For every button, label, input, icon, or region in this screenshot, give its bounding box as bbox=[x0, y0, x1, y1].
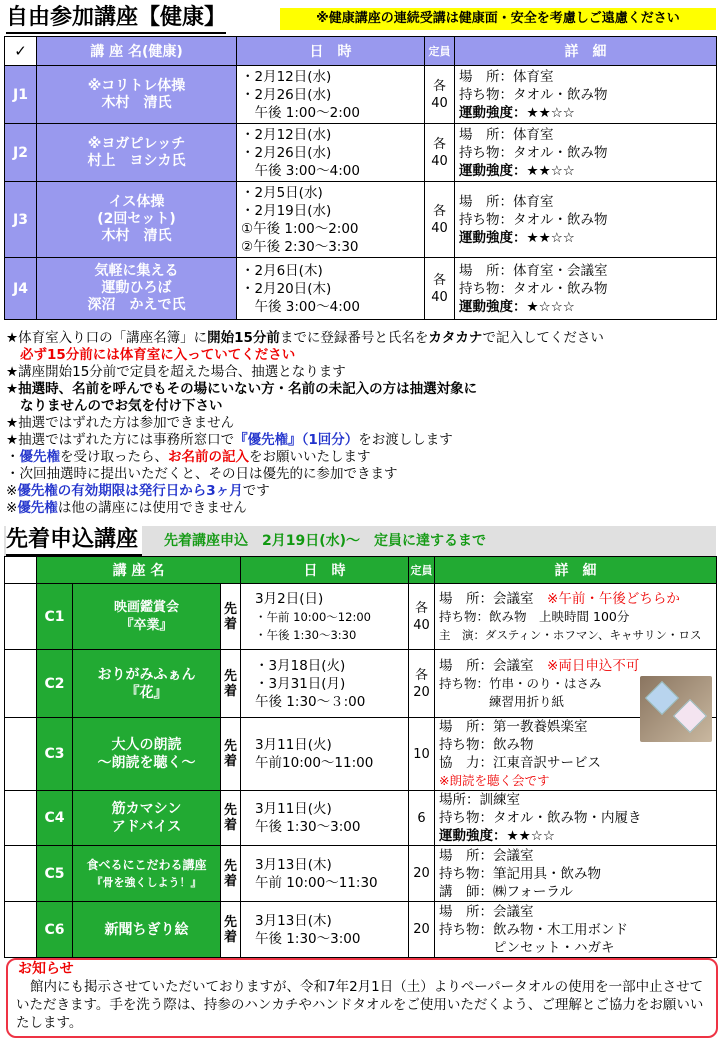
note-line: ★抽選時、名前を呼んでもその場にいない方・名前の未記入の方は抽選対象に bbox=[6, 381, 478, 397]
course-name-line: 気軽に集える bbox=[94, 263, 179, 279]
rules-notes bbox=[6, 330, 718, 517]
note-text: ★抽選ではずれた方には事務所窓口で bbox=[6, 432, 235, 448]
health-course-table bbox=[4, 36, 717, 320]
cast: 主 演：ダスティン・ホフマン、キャサリン・ロス bbox=[439, 627, 702, 642]
section1-title: 自由参加講座【健康】 bbox=[6, 4, 226, 34]
course-name-line: ～朗読を聴く～ bbox=[97, 755, 196, 771]
note-line bbox=[6, 500, 718, 517]
note-line: ★講座開始15分前で定員を超えた場合、抽選となります bbox=[6, 364, 346, 380]
datetime-header: 日 時 bbox=[237, 37, 425, 66]
time-line: ・午前 10:00～12:00 bbox=[255, 609, 371, 624]
table-row bbox=[5, 650, 717, 718]
mode-char: 先 bbox=[224, 858, 238, 874]
first-come-label bbox=[221, 902, 241, 958]
place: 場 所：会議室 bbox=[439, 847, 534, 864]
intensity: 運動強度：★★☆☆ bbox=[439, 828, 555, 844]
date-line: ・3月18日(火) bbox=[255, 657, 346, 674]
course-instructor: 深沼 かえで氏 bbox=[87, 297, 186, 313]
note-line: ★抽選ではずれた方は参加できません bbox=[6, 415, 235, 431]
place: 場 所：体育室・会議室 bbox=[459, 262, 608, 279]
course-id: J1 bbox=[5, 66, 37, 124]
date-line: 3月2日(日) bbox=[255, 590, 324, 607]
belongings: 持ち物：タオル・飲み物 bbox=[459, 280, 608, 297]
time-line: 午前 10:00～11:30 bbox=[255, 874, 378, 891]
course-name-line: ※コリトレ体操 bbox=[87, 77, 186, 94]
capacity-number: 6 bbox=[417, 810, 426, 826]
course-details bbox=[455, 66, 717, 124]
notice-body: 館内にも掲示させていただいておりますが、令和7年2月1日（土）よりペーパータオルの使用を一部中止させていただきます。手を洗う際は、持参のハンカチやハンドタオルをご使用いただくよう、ご理解とご協力をお願いいたします。 bbox=[16, 979, 704, 1031]
origami-flower-shape bbox=[673, 699, 707, 733]
course-name bbox=[73, 902, 221, 958]
date-line: ・2月19日(水) bbox=[241, 202, 332, 219]
belongings: 持ち物：飲み物・木工用ボンド bbox=[439, 921, 629, 938]
origami-photo bbox=[640, 676, 712, 742]
note-emphasis: 優先権の有効期限は発行日から3ヶ月 bbox=[17, 483, 243, 499]
belongings: 持ち物：タオル・飲み物 bbox=[459, 86, 608, 103]
course-id: C3 bbox=[37, 718, 73, 791]
time-line: ①午後 1:00～2:00 bbox=[241, 220, 359, 237]
capacity-number: 20 bbox=[413, 922, 430, 937]
date-line: ・2月20日(木) bbox=[241, 280, 332, 297]
notice-box bbox=[6, 958, 718, 1038]
mode-char: 先 bbox=[224, 668, 238, 684]
course-dates bbox=[237, 66, 425, 124]
first-come-label bbox=[221, 718, 241, 791]
place: 場 所：体育室 bbox=[459, 126, 554, 143]
course-name-line: (2回セット) bbox=[97, 211, 176, 227]
course-name-line: 映画鑑賞会 bbox=[113, 599, 179, 615]
mode-char: 着 bbox=[224, 818, 238, 833]
belongings: 持ち物：タオル・飲み物 bbox=[459, 144, 608, 161]
course-capacity bbox=[409, 718, 435, 791]
course-name-line: アドバイス bbox=[111, 819, 182, 835]
table-header bbox=[5, 37, 717, 66]
course-details bbox=[455, 258, 717, 320]
course-capacity bbox=[425, 258, 455, 320]
section2-title: 先着申込講座 bbox=[6, 526, 142, 556]
note-text: です bbox=[242, 483, 270, 499]
mode-char: 着 bbox=[224, 929, 238, 945]
section2-header bbox=[4, 526, 716, 556]
date-line: ・2月6日(木) bbox=[241, 262, 323, 279]
course-capacity bbox=[409, 902, 435, 958]
capacity-number: 20 bbox=[413, 866, 430, 881]
time-line: ②午後 2:30～3:30 bbox=[241, 238, 359, 255]
course-id: J4 bbox=[5, 258, 37, 320]
course-details bbox=[435, 791, 717, 846]
note-text: までに登録番号と氏名を bbox=[279, 330, 429, 346]
name-header: 講 座 名(健康) bbox=[37, 37, 237, 66]
note-text: をお渡しします bbox=[358, 432, 453, 448]
note-emphasis: お名前の記入 bbox=[168, 449, 249, 465]
table-row bbox=[5, 124, 717, 182]
table-row bbox=[5, 584, 717, 650]
time-line: 午後 1:30～３:00 bbox=[255, 693, 366, 710]
course-name-line: 『卒業』 bbox=[120, 617, 173, 633]
place: 場 所：第一教養娯楽室 bbox=[439, 719, 588, 735]
note-text: を受け取ったら、 bbox=[60, 449, 168, 465]
note-line bbox=[6, 483, 718, 500]
course-dates bbox=[237, 124, 425, 182]
course-id: J3 bbox=[5, 182, 37, 258]
capacity-prefix: 各 bbox=[432, 136, 446, 152]
intensity: 運動強度：★★☆☆ bbox=[459, 229, 575, 246]
course-dates bbox=[241, 718, 409, 791]
detail-header: 詳 細 bbox=[455, 37, 717, 66]
table-row bbox=[5, 66, 717, 124]
course-name bbox=[73, 846, 221, 902]
note-line bbox=[6, 432, 718, 449]
note-line: なりませんのでお気を付け下さい bbox=[20, 398, 223, 414]
place: 場 所：体育室 bbox=[459, 193, 554, 210]
belongings: 持ち物：タオル・飲み物・内履き bbox=[439, 810, 642, 826]
course-capacity bbox=[409, 584, 435, 650]
detail-note: ※午前・午後どちらか bbox=[533, 590, 680, 607]
course-name-line: イス体操 bbox=[108, 194, 165, 210]
date-line: ・2月26日(水) bbox=[241, 86, 332, 103]
table-row bbox=[5, 902, 717, 958]
belongings: 持ち物：飲み物 bbox=[439, 737, 534, 753]
course-name bbox=[73, 650, 221, 718]
table-header bbox=[5, 557, 717, 584]
course-dates bbox=[241, 584, 409, 650]
note-emphasis: 優先権 bbox=[19, 449, 60, 465]
place: 場 所：会議室 bbox=[439, 657, 534, 674]
capacity-number: 40 bbox=[431, 95, 448, 111]
course-name-line: 新聞ちぎり絵 bbox=[104, 921, 189, 938]
table-row bbox=[5, 846, 717, 902]
origami-flower-shape bbox=[645, 681, 679, 715]
course-capacity bbox=[409, 650, 435, 718]
detail-note: ※両日申込不可 bbox=[533, 657, 640, 674]
course-capacity bbox=[425, 66, 455, 124]
place: 場 所：会議室 bbox=[439, 590, 534, 607]
capacity-header: 定員 bbox=[425, 37, 455, 66]
belongings: 練習用折り紙 bbox=[439, 693, 565, 709]
course-name bbox=[37, 182, 237, 258]
course-capacity bbox=[425, 182, 455, 258]
note-emphasis: 開始15分前 bbox=[207, 330, 280, 346]
first-come-course-table bbox=[4, 556, 717, 958]
belongings: 持ち物：飲み物 上映時間 100分 bbox=[439, 608, 630, 624]
notice-title: お知らせ bbox=[18, 961, 74, 977]
belongings: ピンセット・ハガキ bbox=[439, 939, 615, 956]
course-id: C5 bbox=[37, 846, 73, 902]
instructor: 講 師：㈱フォーラル bbox=[439, 883, 573, 900]
name-header: 講 座 名 bbox=[37, 557, 241, 584]
detail-header: 詳 細 bbox=[435, 557, 717, 584]
date-line: ・2月12日(水) bbox=[241, 68, 332, 85]
capacity-header: 定員 bbox=[409, 557, 435, 584]
time-line: 午後 1:30～3:00 bbox=[255, 819, 361, 835]
capacity-number: 40 bbox=[431, 220, 448, 236]
course-name-line: ※ヨガピレッチ bbox=[87, 135, 186, 152]
mode-char: 着 bbox=[224, 616, 238, 632]
first-come-label bbox=[221, 650, 241, 718]
course-name-line: 大人の朗読 bbox=[111, 737, 182, 753]
capacity-prefix: 各 bbox=[432, 272, 446, 288]
course-details bbox=[455, 182, 717, 258]
first-come-label bbox=[221, 791, 241, 846]
course-instructor: 木村 清氏 bbox=[101, 94, 172, 111]
course-name-line: 運動ひろば bbox=[101, 280, 172, 296]
note-line: ・次回抽選時に提出いただくと、その日は優先的に参加できます bbox=[6, 466, 398, 482]
date-line: ・3月31日(月) bbox=[255, 675, 346, 692]
course-details bbox=[435, 846, 717, 902]
note-line bbox=[6, 449, 718, 466]
course-name bbox=[73, 584, 221, 650]
belongings: 持ち物：竹串・のり・はさみ bbox=[439, 675, 602, 691]
place: 場 所：体育室 bbox=[459, 68, 554, 85]
check-header: ✓ bbox=[5, 37, 37, 66]
course-details bbox=[455, 124, 717, 182]
date-line: ・2月12日(水) bbox=[241, 126, 332, 143]
course-name-line: 『骨を強くしよう！』 bbox=[91, 875, 202, 889]
note-text: ※ bbox=[6, 500, 18, 516]
note-emphasis: 『優先権』（1回分） bbox=[234, 432, 359, 448]
mode-char: 着 bbox=[224, 754, 238, 769]
course-id: C4 bbox=[37, 791, 73, 846]
course-dates bbox=[241, 791, 409, 846]
note-text: は他の講座には使用できません bbox=[57, 500, 247, 516]
detail-note: ※朗読を聴く会です bbox=[439, 773, 550, 788]
belongings: 持ち物：筆記用具・飲み物 bbox=[439, 865, 602, 882]
course-name bbox=[73, 718, 221, 791]
course-dates bbox=[241, 650, 409, 718]
course-name bbox=[37, 66, 237, 124]
capacity-number: 40 bbox=[413, 617, 430, 633]
note-text: ・ bbox=[6, 449, 20, 465]
course-details bbox=[435, 584, 717, 650]
time-line: 午前10:00～11:00 bbox=[255, 755, 374, 771]
course-id: J2 bbox=[5, 124, 37, 182]
course-capacity bbox=[425, 124, 455, 182]
capacity-prefix: 各 bbox=[432, 78, 446, 94]
capacity-prefix: 各 bbox=[415, 667, 429, 683]
course-dates bbox=[241, 846, 409, 902]
course-details bbox=[435, 902, 717, 958]
mode-char: 着 bbox=[224, 873, 238, 889]
first-come-label bbox=[221, 584, 241, 650]
course-instructor: 木村 清氏 bbox=[101, 228, 172, 244]
time-line: 午後 3:00～4:00 bbox=[241, 298, 360, 315]
place: 場所：訓練室 bbox=[439, 792, 521, 808]
course-dates bbox=[241, 902, 409, 958]
time-line: 午後 3:00～4:00 bbox=[241, 162, 360, 179]
capacity-number: 20 bbox=[413, 684, 430, 700]
date-line: 3月11日(火) bbox=[255, 801, 332, 817]
note-text: ★体育室入り口の「講座名簿」に bbox=[6, 330, 208, 346]
note-text: をお願いいたします bbox=[249, 449, 371, 465]
date-line: 3月11日(火) bbox=[255, 737, 332, 753]
intensity: 運動強度：★★☆☆ bbox=[459, 104, 575, 121]
course-name-line: おりがみふぁん bbox=[97, 666, 196, 683]
course-name bbox=[73, 791, 221, 846]
intensity: 運動強度：★☆☆☆ bbox=[459, 298, 575, 315]
capacity-prefix: 各 bbox=[432, 203, 446, 219]
mode-char: 着 bbox=[224, 683, 238, 699]
datetime-header: 日 時 bbox=[241, 557, 409, 584]
note-warning: 必ず15分前には体育室に入っていてください bbox=[20, 347, 296, 363]
course-instructor: 村上 ヨシカ氏 bbox=[87, 152, 186, 169]
place: 場 所：会議室 bbox=[439, 903, 534, 920]
course-name bbox=[37, 258, 237, 320]
time-line: 午後 1:00～2:00 bbox=[241, 104, 360, 121]
note-emphasis: カタカナ bbox=[428, 330, 483, 346]
table-row bbox=[5, 791, 717, 846]
cooperation: 協 力：江東音訳サービス bbox=[439, 755, 602, 771]
section2-subtitle: 先着講座申込 2月19日(水)～ 定員に達するまで bbox=[164, 533, 487, 549]
table-row bbox=[5, 718, 717, 791]
mode-char: 先 bbox=[224, 803, 238, 818]
course-name-line: 食べるにこだわる講座 bbox=[86, 857, 207, 872]
health-notice: ※健康講座の連続受講は健康面・安全を考慮しご遠慮ください bbox=[280, 8, 716, 30]
course-id: C2 bbox=[37, 650, 73, 718]
course-name bbox=[37, 124, 237, 182]
course-name-line: 『花』 bbox=[125, 684, 168, 701]
course-id: C1 bbox=[37, 584, 73, 650]
mode-char: 先 bbox=[224, 601, 238, 617]
course-capacity bbox=[409, 791, 435, 846]
capacity-number: 40 bbox=[431, 153, 448, 169]
blank-header bbox=[5, 557, 37, 584]
course-dates bbox=[237, 258, 425, 320]
time-line: ・午後 1:30～3:30 bbox=[255, 627, 357, 642]
course-name-line: 筋カマシン bbox=[111, 801, 182, 817]
capacity-prefix: 各 bbox=[415, 600, 429, 616]
first-come-label bbox=[221, 846, 241, 902]
course-dates bbox=[237, 182, 425, 258]
course-id: C6 bbox=[37, 902, 73, 958]
time-line: 午後 1:30～3:00 bbox=[255, 930, 361, 947]
table-row bbox=[5, 258, 717, 320]
table-row bbox=[5, 182, 717, 258]
capacity-number: 10 bbox=[413, 746, 430, 762]
section1-header bbox=[4, 4, 716, 34]
mode-char: 先 bbox=[224, 914, 238, 930]
belongings: 持ち物：タオル・飲み物 bbox=[459, 211, 608, 228]
capacity-number: 40 bbox=[431, 289, 448, 305]
mode-char: 先 bbox=[224, 739, 238, 754]
date-line: 3月13日(木) bbox=[255, 912, 332, 929]
note-line bbox=[6, 330, 718, 347]
note-emphasis: 優先権 bbox=[17, 500, 58, 516]
course-capacity bbox=[409, 846, 435, 902]
date-line: ・2月26日(水) bbox=[241, 144, 332, 161]
date-line: ・2月5日(水) bbox=[241, 184, 323, 201]
intensity: 運動強度：★★☆☆ bbox=[459, 162, 575, 179]
note-text: で記入してください bbox=[482, 330, 604, 346]
date-line: 3月13日(木) bbox=[255, 856, 332, 873]
note-text: ※ bbox=[6, 483, 18, 499]
